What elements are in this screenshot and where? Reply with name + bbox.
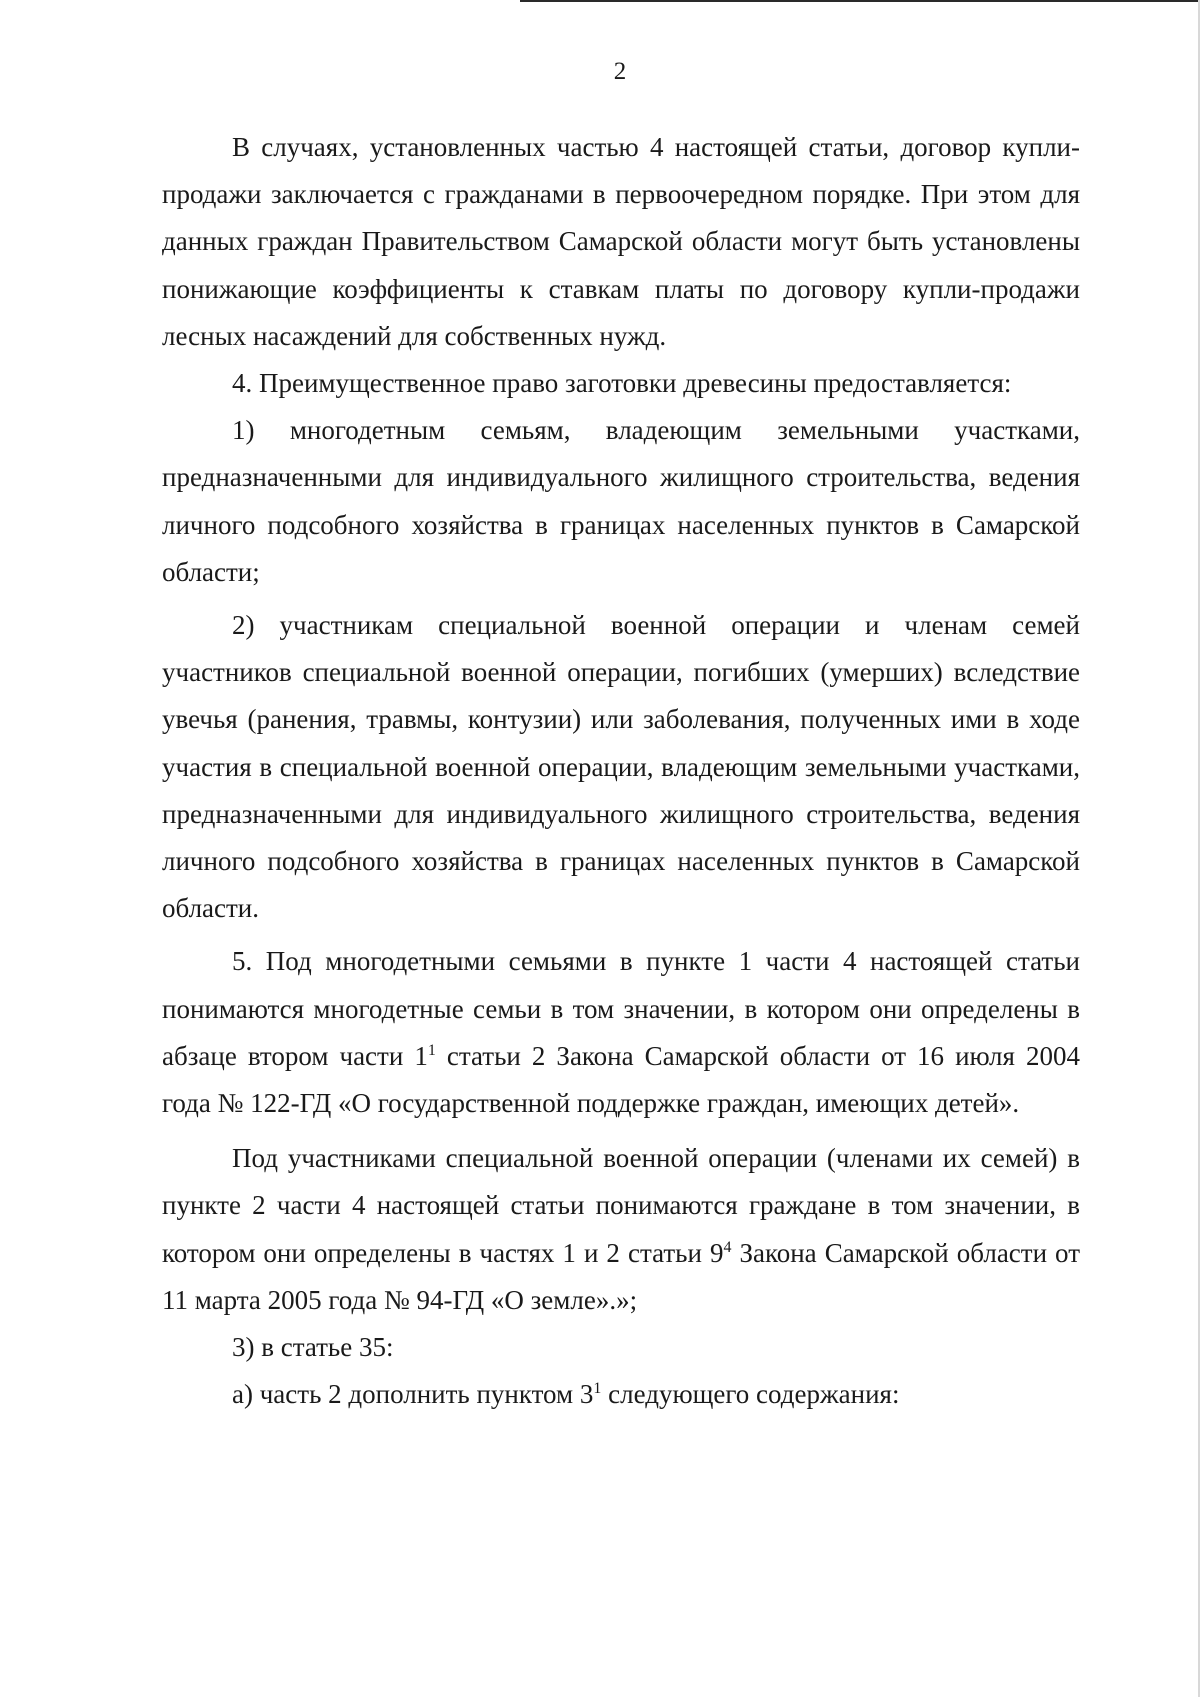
paragraph-item-a <box>162 1371 1080 1418</box>
svo-text-start: Под участниками специальной военной операции (членами их семей) в пункте 2 части 4 настоящей статьи понимаются граждане в том значении, в котором они определены в частях 1 и 2 статьи 9 <box>162 1143 1080 1268</box>
paragraph-part-5 <box>162 938 1080 1127</box>
part-5-text-end: статьи 2 Закона Самарской области от 16 июля 2004 года № 122-ГД «О государственной поддержке граждан, имеющих детей». <box>162 1040 1080 1119</box>
paragraph-part-4: 4. Преимущественное право заготовки древесины предоставляется: <box>232 368 1012 399</box>
document-body <box>162 124 1080 1418</box>
paragraph-first-priority-sale: В случаях, установленных частью 4 настоящей статьи, договор купли-продажи заключается с гражданами в первоочередном порядке. При этом для данных граждан Правительством Самарской области могут быть установлены понижающие коэффициенты к ставкам платы по договору купли-продажи лесных насаждений для собственных нужд. <box>162 132 1080 351</box>
superscript-1: 1 <box>427 1041 436 1059</box>
top-border-line <box>520 0 1200 2</box>
item-a-text-start: а) часть 2 дополнить пунктом 3 <box>232 1379 594 1410</box>
item-a-text-end: следующего содержания: <box>601 1379 900 1410</box>
svo-text-end: Закона Самарской области от 11 марта 2005 года № 94-ГД «О земле».»; <box>162 1237 1080 1315</box>
part-5-text-start: 5. Под многодетными семьями в пункте 1 части 4 настоящей статьи понимаются многодетные семьи в том значении, в котором они определены в абзаце втором части 1 <box>162 946 1080 1071</box>
paragraph-article-35: 3) в статье 35: <box>232 1332 394 1363</box>
paragraph-svo-participants <box>162 1135 1080 1324</box>
superscript-4: 4 <box>723 1238 732 1256</box>
paragraph-item-1: 1) многодетным семьям, владеющим земельными участками, предназначенными для индивидуального жилищного строительства, ведения личного подсобного хозяйства в границах населенных пунктов в Самарской области; <box>162 415 1080 587</box>
page-number: 2 <box>613 58 627 85</box>
paragraph-item-2: 2) участникам специальной военной операции и членам семей участников специальной военной операции, погибших (умерших) вследствие увечья (ранения, травмы, контузии) или заболевания, полученных ими в ходе участия в специальной военной операции, владеющим земельными участками, предназначенными для индивидуального жилищного строительства, ведения личного подсобного хозяйства в границах населенных пунктов в Самарской области. <box>162 610 1080 924</box>
superscript-1-item-a: 1 <box>593 1380 602 1398</box>
